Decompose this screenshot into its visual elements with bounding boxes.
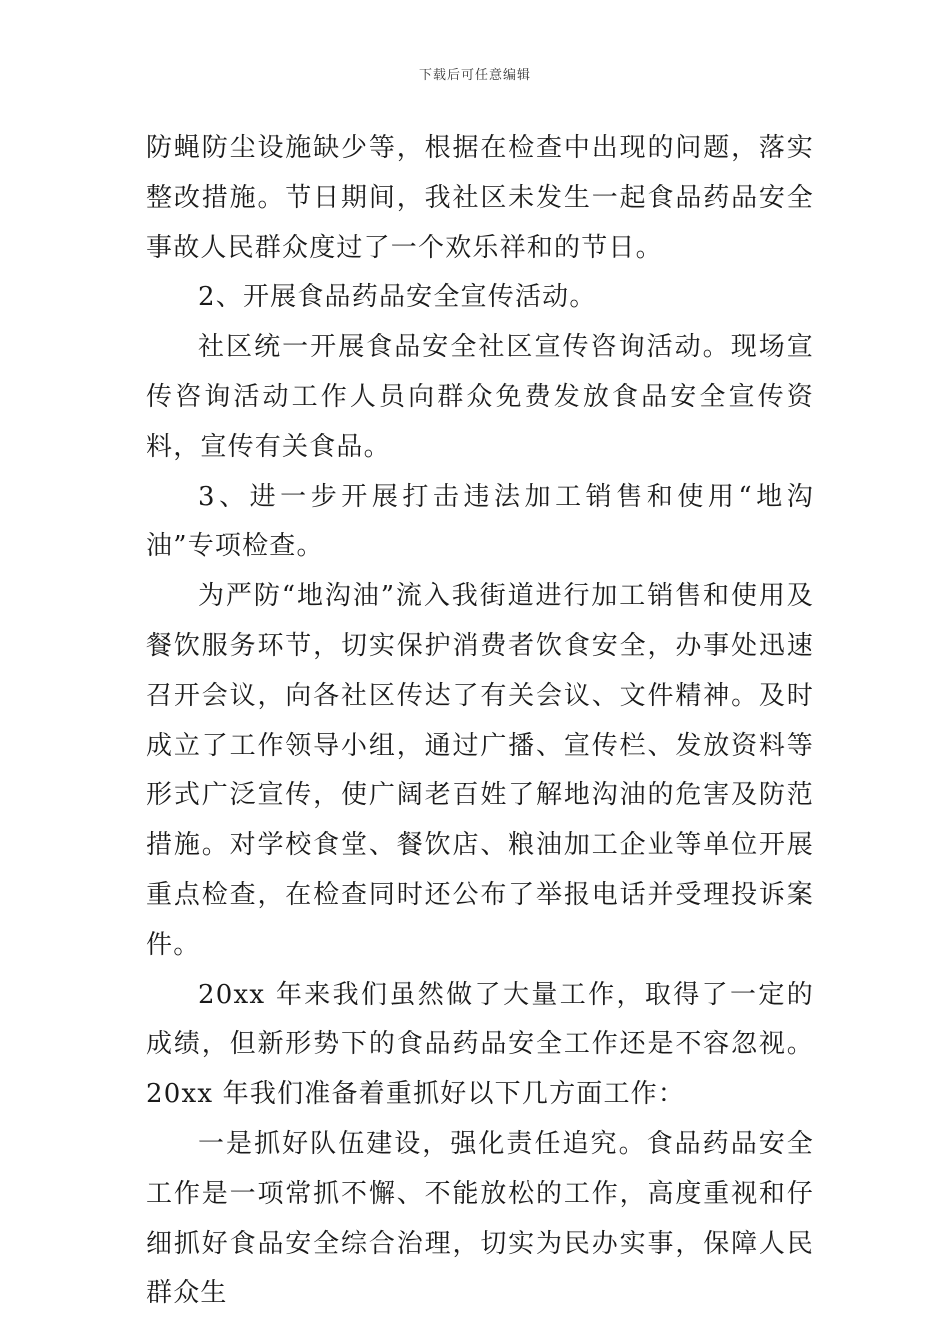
document-body — [146, 124, 814, 1319]
paragraph-7: 一是抓好队伍建设，强化责任追究。食品药品安全工作是一项常抓不懈、不能放松的工作，高度重视和仔细抓好食品安全综合治理，切实为民办实事，保障人民群众生 — [146, 1128, 814, 1309]
paragraph-2-heading: 2、开展食品药品安全宣传活动。 — [198, 282, 597, 313]
paragraph-6: 20xx 年来我们虽然做了大量工作，取得了一定的成绩，但新形势下的食品药品安全工作还是不容忽视。20xx 年我们准备着重抓好以下几方面工作： — [146, 979, 814, 1110]
paragraph-4-heading: 3、进一步开展打击违法加工销售和使用“地沟油”专项检查。 — [146, 481, 814, 562]
paragraph-1: 防蝇防尘设施缺少等，根据在检查中出现的问题，落实整改措施。节日期间，我社区未发生一起食品药品安全事故人民群众度过了一个欢乐祥和的节日。 — [146, 133, 814, 263]
paragraph-3: 社区统一开展食品安全社区宣传咨询活动。现场宣传咨询活动工作人员向群众免费发放食品安全宣传资料，宣传有关食品。 — [146, 332, 814, 462]
page-header-note: 下载后可任意编辑 — [418, 68, 531, 83]
paragraph-5: 为严防“地沟油”流入我街道进行加工销售和使用及餐饮服务环节，切实保护消费者饮食安全，办事处迅速召开会议，向各社区传达了有关会议、文件精神。及时成立了工作领导小组，通过广播、宣传栏、发放资料等形式广泛宣传，使广阔老百姓了解地沟油的危害及防范措施。对学校食堂、餐饮店、粮油加工企业等单位开展重点检查，在检查同时还公布了举报电话并受理投诉案件。 — [146, 581, 814, 960]
